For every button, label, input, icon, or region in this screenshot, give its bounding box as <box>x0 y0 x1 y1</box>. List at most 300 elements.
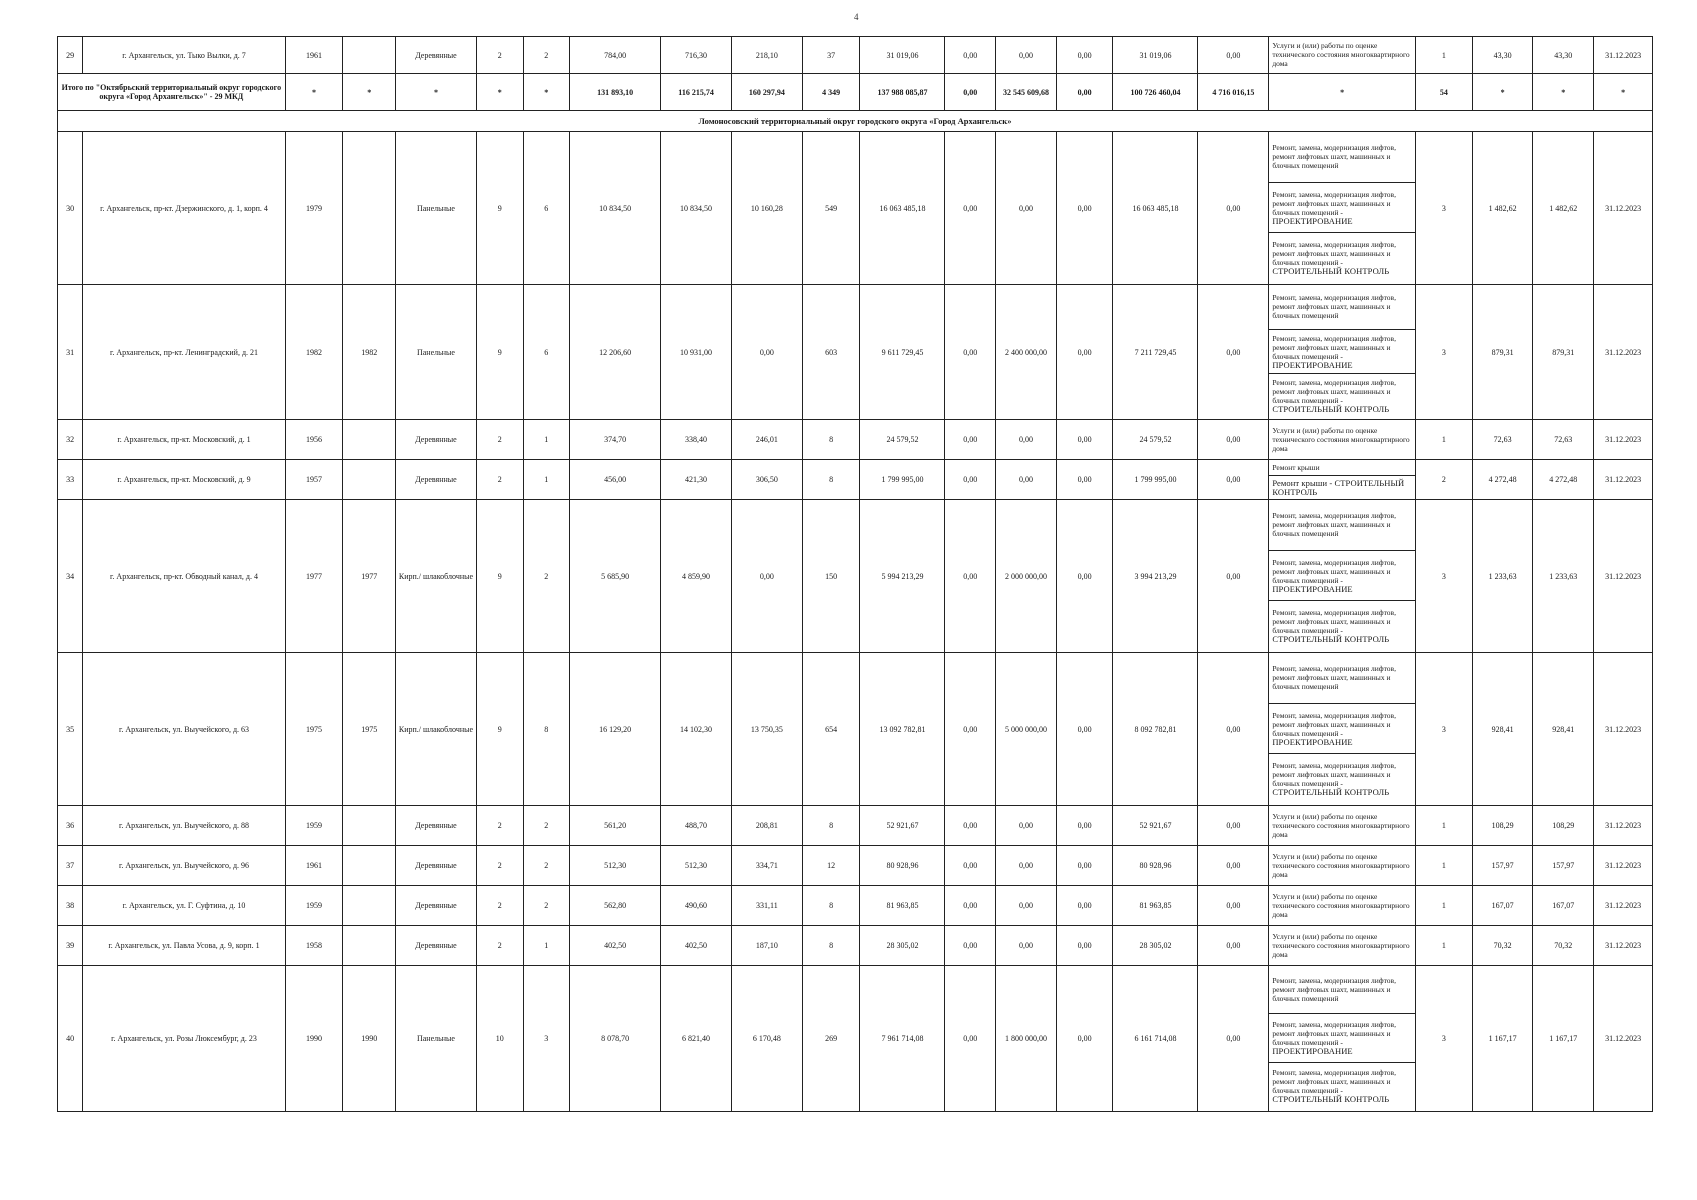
cell-works <box>1269 806 1416 846</box>
work-stage: ПРОЕКТИРОВАНИЕ <box>1272 583 1353 594</box>
cell-cnt: 1 <box>1416 37 1473 74</box>
cell-u1: 157,97 <box>1472 846 1533 886</box>
cell-f4: 31 019,06 <box>1113 37 1198 74</box>
cell-walls: Деревянные <box>396 37 477 74</box>
cell-cnt: 1 <box>1416 806 1473 846</box>
total-cell: * <box>396 74 477 111</box>
cell-f4: 8 092 782,81 <box>1113 653 1198 806</box>
cell-ppl: 8 <box>802 806 860 846</box>
cell-ent: 3 <box>523 966 570 1112</box>
cell-y2 <box>343 460 396 500</box>
cell-ent: 2 <box>523 806 570 846</box>
cell-a1: 402,50 <box>570 926 661 966</box>
cell-addr: г. Архангельск, ул. Выучейского, д. 63 <box>83 653 285 806</box>
cell-y2 <box>343 37 396 74</box>
cell-f2: 1 800 000,00 <box>996 966 1057 1112</box>
cell-a2: 512,30 <box>661 846 732 886</box>
cell-a3: 6 170,48 <box>731 966 802 1112</box>
cell-f4: 28 305,02 <box>1113 926 1198 966</box>
work-text: Ремонт, замена, модернизация лифтов, ремонт лифтовых шахт, машинных и блочных помещений <box>1272 976 1396 1004</box>
cell-a3: 0,00 <box>731 500 802 653</box>
work-text: Ремонт, замена, модернизация лифтов, ремонт лифтовых шахт, машинных и блочных помещений <box>1272 511 1396 539</box>
cell-date: 31.12.2023 <box>1594 806 1653 846</box>
table-body-main <box>58 132 1653 1112</box>
cell-ent: 8 <box>523 653 570 806</box>
cell-date: 31.12.2023 <box>1594 653 1653 806</box>
cell-f5: 0,00 <box>1198 966 1269 1112</box>
work-stage: СТРОИТЕЛЬНЫЙ КОНТРОЛЬ <box>1272 266 1390 277</box>
cell-works <box>1269 846 1416 886</box>
cell-addr: г. Архангельск, пр-кт. Московский, д. 1 <box>83 420 285 460</box>
cell-walls: Панельные <box>396 285 477 420</box>
cell-n: 31 <box>58 285 83 420</box>
cell-f2: 0,00 <box>996 806 1057 846</box>
table-row <box>58 653 1653 806</box>
work-text: Ремонт, замена, модернизация лифтов, ремонт лифтовых шахт, машинных и блочных помещений <box>1272 664 1396 692</box>
cell-cost: 9 611 729,45 <box>860 285 945 420</box>
cell-u2: 4 272,48 <box>1533 460 1594 500</box>
cell-a2: 338,40 <box>661 420 732 460</box>
cell-a3: 0,00 <box>731 285 802 420</box>
cell-f2: 0,00 <box>996 926 1057 966</box>
table-row <box>58 806 1653 846</box>
total-label: Итого по "Октябрьский территориальный округ городского округа «Город Архангельск»" - 29 МКД <box>58 74 286 111</box>
work-text: Ремонт, замена, модернизация лифтов, ремонт лифтовых шахт, машинных и блочных помещений - <box>1272 761 1396 789</box>
cell-y1: 1977 <box>285 500 343 653</box>
total-unit-2: * <box>1533 74 1594 111</box>
cell-date: 31.12.2023 <box>1594 926 1653 966</box>
cell-works <box>1269 37 1416 74</box>
cell-fl: 2 <box>476 460 523 500</box>
work-text: Ремонт, замена, модернизация лифтов, ремонт лифтовых шахт, машинных и блочных помещений - <box>1272 608 1396 636</box>
cell-date: 31.12.2023 <box>1594 500 1653 653</box>
work-text: Услуги и (или) работы по оценке технического состояния многоквартирного дома <box>1272 41 1410 68</box>
cell-f4: 80 928,96 <box>1113 846 1198 886</box>
cell-f2: 0,00 <box>996 132 1057 285</box>
work-stage: ПРОЕКТИРОВАНИЕ <box>1272 359 1353 370</box>
cell-f1: 0,00 <box>945 846 996 886</box>
cell-ent: 1 <box>523 926 570 966</box>
cell-ent: 2 <box>523 846 570 886</box>
work-stage: ПРОЕКТИРОВАНИЕ <box>1272 1045 1353 1056</box>
cell-f3: 0,00 <box>1056 846 1113 886</box>
cell-u2: 928,41 <box>1533 653 1594 806</box>
work-text: Ремонт, замена, модернизация лифтов, ремонт лифтовых шахт, машинных и блочных помещений - <box>1272 1019 1396 1047</box>
work-text: Ремонт, замена, модернизация лифтов, ремонт лифтовых шахт, машинных и блочных помещений - <box>1272 240 1396 268</box>
cell-fl: 2 <box>476 37 523 74</box>
cell-addr: г. Архангельск, пр-кт. Московский, д. 9 <box>83 460 285 500</box>
cell-walls: Деревянные <box>396 846 477 886</box>
cell-a1: 561,20 <box>570 806 661 846</box>
table-row <box>58 926 1653 966</box>
work-text: Услуги и (или) работы по оценке технического состояния многоквартирного дома <box>1272 931 1410 959</box>
cell-f2: 0,00 <box>996 846 1057 886</box>
cell-works <box>1269 132 1416 285</box>
cell-cnt: 1 <box>1416 420 1473 460</box>
cell-y2 <box>343 926 396 966</box>
work-item <box>1269 460 1415 476</box>
cell-a2: 402,50 <box>661 926 732 966</box>
work-item <box>1269 704 1415 755</box>
cell-y1: 1982 <box>285 285 343 420</box>
cell-walls: Кирп./ шлакоблочные <box>396 500 477 653</box>
cell-u2: 108,29 <box>1533 806 1594 846</box>
cell-fl: 9 <box>476 132 523 285</box>
cell-a2: 10 834,50 <box>661 132 732 285</box>
cell-cnt: 3 <box>1416 966 1473 1112</box>
cell-a3: 331,11 <box>731 886 802 926</box>
cell-ppl: 549 <box>802 132 860 285</box>
cell-date: 31.12.2023 <box>1594 966 1653 1112</box>
cell-works <box>1269 285 1416 420</box>
cell-fl: 2 <box>476 420 523 460</box>
cell-works <box>1269 420 1416 460</box>
table-row <box>58 37 1653 74</box>
cell-f4: 7 211 729,45 <box>1113 285 1198 420</box>
cell-ppl: 269 <box>802 966 860 1112</box>
cell-date: 31.12.2023 <box>1594 37 1653 74</box>
cell-y2 <box>343 846 396 886</box>
cell-u2: 72,63 <box>1533 420 1594 460</box>
section-header-lomonosovsky <box>58 111 1653 132</box>
cell-cnt: 2 <box>1416 460 1473 500</box>
cell-f1: 0,00 <box>945 806 996 846</box>
work-text: Ремонт, замена, модернизация лифтов, ремонт лифтовых шахт, машинных и блочных помещений - <box>1272 189 1396 217</box>
table-row <box>58 460 1653 500</box>
total-count: 54 <box>1416 74 1473 111</box>
cell-f2: 2 400 000,00 <box>996 285 1057 420</box>
cell-n: 29 <box>58 37 83 74</box>
cell-f1: 0,00 <box>945 420 996 460</box>
work-text: Ремонт крыши <box>1272 463 1320 472</box>
cell-fl: 2 <box>476 846 523 886</box>
cell-cost: 81 963,85 <box>860 886 945 926</box>
cell-a1: 512,30 <box>570 846 661 886</box>
cell-y2: 1990 <box>343 966 396 1112</box>
cell-u1: 70,32 <box>1472 926 1533 966</box>
cell-works <box>1269 926 1416 966</box>
cell-cnt: 1 <box>1416 846 1473 886</box>
cell-u1: 4 272,48 <box>1472 460 1533 500</box>
total-fund-4: 100 726 460,04 <box>1113 74 1198 111</box>
work-text: Услуги и (или) работы по оценке технического состояния многоквартирного дома <box>1272 851 1410 879</box>
cell-walls: Деревянные <box>396 420 477 460</box>
total-cell: * <box>523 74 570 111</box>
total-cell: * <box>343 74 396 111</box>
work-stage: СТРОИТЕЛЬНЫЙ КОНТРОЛЬ <box>1272 404 1390 415</box>
table-row <box>58 500 1653 653</box>
capital-repair-register-table <box>57 36 1653 1112</box>
cell-a1: 784,00 <box>570 37 661 74</box>
work-item <box>1269 132 1415 183</box>
cell-addr: г. Архангельск, ул. Г. Суфтина, д. 10 <box>83 886 285 926</box>
cell-u1: 879,31 <box>1472 285 1533 420</box>
work-text: Услуги и (или) работы по оценке технического состояния многоквартирного дома <box>1272 425 1410 453</box>
cell-a2: 14 102,30 <box>661 653 732 806</box>
cell-y1: 1961 <box>285 846 343 886</box>
cell-walls: Деревянные <box>396 806 477 846</box>
cell-f1: 0,00 <box>945 500 996 653</box>
work-item <box>1269 330 1415 375</box>
cell-y2: 1982 <box>343 285 396 420</box>
cell-ppl: 150 <box>802 500 860 653</box>
cell-a1: 5 685,90 <box>570 500 661 653</box>
cell-n: 30 <box>58 132 83 285</box>
cell-f3: 0,00 <box>1056 37 1113 74</box>
cell-fl: 10 <box>476 966 523 1112</box>
cell-a2: 490,60 <box>661 886 732 926</box>
work-item <box>1269 886 1415 924</box>
cell-f3: 0,00 <box>1056 285 1113 420</box>
work-item <box>1269 1014 1415 1062</box>
work-item <box>1269 183 1415 234</box>
work-item <box>1269 420 1415 458</box>
cell-date: 31.12.2023 <box>1594 846 1653 886</box>
cell-f4: 24 579,52 <box>1113 420 1198 460</box>
cell-u1: 167,07 <box>1472 886 1533 926</box>
cell-y2: 1975 <box>343 653 396 806</box>
total-area-1: 131 893,10 <box>570 74 661 111</box>
cell-a2: 716,30 <box>661 37 732 74</box>
cell-u1: 72,63 <box>1472 420 1533 460</box>
work-text: Ремонт, замена, модернизация лифтов, ремонт лифтовых шахт, машинных и блочных помещений - <box>1272 710 1396 738</box>
work-stage: СТРОИТЕЛЬНЫЙ КОНТРОЛЬ <box>1272 1094 1390 1105</box>
cell-f5: 0,00 <box>1198 886 1269 926</box>
cell-walls: Деревянные <box>396 886 477 926</box>
cell-f5: 0,00 <box>1198 926 1269 966</box>
cell-u1: 1 167,17 <box>1472 966 1533 1112</box>
cell-ppl: 654 <box>802 653 860 806</box>
cell-f4: 52 921,67 <box>1113 806 1198 846</box>
work-item <box>1269 285 1415 330</box>
cell-f2: 0,00 <box>996 420 1057 460</box>
table-row <box>58 132 1653 285</box>
cell-date: 31.12.2023 <box>1594 132 1653 285</box>
cell-works <box>1269 653 1416 806</box>
cell-f5: 0,00 <box>1198 37 1269 74</box>
total-date: * <box>1594 74 1653 111</box>
total-unit-1: * <box>1472 74 1533 111</box>
cell-ppl: 8 <box>802 926 860 966</box>
total-fund-1: 0,00 <box>945 74 996 111</box>
cell-a3: 306,50 <box>731 460 802 500</box>
cell-f2: 5 000 000,00 <box>996 653 1057 806</box>
table-row <box>58 285 1653 420</box>
cell-n: 32 <box>58 420 83 460</box>
cell-walls: Кирп./ шлакоблочные <box>396 653 477 806</box>
cell-cost: 7 961 714,08 <box>860 966 945 1112</box>
cell-a1: 456,00 <box>570 460 661 500</box>
cell-f4: 16 063 485,18 <box>1113 132 1198 285</box>
cell-u2: 70,32 <box>1533 926 1594 966</box>
work-stage: ПРОЕКТИРОВАНИЕ <box>1272 736 1353 747</box>
work-item <box>1269 551 1415 602</box>
cell-f1: 0,00 <box>945 285 996 420</box>
cell-a1: 12 206,60 <box>570 285 661 420</box>
cell-f3: 0,00 <box>1056 420 1113 460</box>
cell-n: 40 <box>58 966 83 1112</box>
cell-u1: 928,41 <box>1472 653 1533 806</box>
cell-a2: 4 859,90 <box>661 500 732 653</box>
cell-f5: 0,00 <box>1198 653 1269 806</box>
cell-y1: 1958 <box>285 926 343 966</box>
cell-a1: 562,80 <box>570 886 661 926</box>
cell-walls: Деревянные <box>396 926 477 966</box>
work-text: Услуги и (или) работы по оценке технического состояния многоквартирного дома <box>1272 811 1410 839</box>
total-area-2: 116 215,74 <box>661 74 732 111</box>
cell-n: 38 <box>58 886 83 926</box>
cell-f1: 0,00 <box>945 653 996 806</box>
work-item <box>1269 374 1415 418</box>
cell-date: 31.12.2023 <box>1594 460 1653 500</box>
section-title: Ломоносовский территориальный округ городского округа «Город Архангельск» <box>58 111 1653 132</box>
cell-u2: 157,97 <box>1533 846 1594 886</box>
cell-works <box>1269 966 1416 1112</box>
cell-y2 <box>343 806 396 846</box>
cell-f5: 0,00 <box>1198 806 1269 846</box>
cell-f3: 0,00 <box>1056 653 1113 806</box>
cell-f3: 0,00 <box>1056 966 1113 1112</box>
cell-fl: 2 <box>476 926 523 966</box>
cell-ent: 2 <box>523 500 570 653</box>
table-row <box>58 420 1653 460</box>
cell-f2: 0,00 <box>996 460 1057 500</box>
cell-f4: 1 799 995,00 <box>1113 460 1198 500</box>
cell-f3: 0,00 <box>1056 806 1113 846</box>
cell-n: 33 <box>58 460 83 500</box>
cell-date: 31.12.2023 <box>1594 285 1653 420</box>
cell-a3: 246,01 <box>731 420 802 460</box>
cell-addr: г. Архангельск, ул. Тыко Вылки, д. 7 <box>83 37 285 74</box>
total-cell: * <box>476 74 523 111</box>
work-text: Ремонт, замена, модернизация лифтов, ремонт лифтовых шахт, машинных и блочных помещений <box>1272 143 1396 171</box>
cell-cnt: 3 <box>1416 285 1473 420</box>
cell-ent: 6 <box>523 285 570 420</box>
cell-ppl: 8 <box>802 886 860 926</box>
cell-y2 <box>343 886 396 926</box>
cell-f1: 0,00 <box>945 886 996 926</box>
cell-u2: 43,30 <box>1533 37 1594 74</box>
cell-y2: 1977 <box>343 500 396 653</box>
table-row <box>58 966 1653 1112</box>
cell-fl: 9 <box>476 653 523 806</box>
work-text: Ремонт, замена, модернизация лифтов, ремонт лифтовых шахт, машинных и блочных помещений - <box>1272 333 1396 361</box>
cell-f3: 0,00 <box>1056 926 1113 966</box>
cell-a3: 10 160,28 <box>731 132 802 285</box>
work-text: Ремонт, замена, модернизация лифтов, ремонт лифтовых шахт, машинных и блочных помещений - <box>1272 1068 1396 1096</box>
cell-u1: 1 482,62 <box>1472 132 1533 285</box>
cell-f5: 0,00 <box>1198 460 1269 500</box>
total-cell: * <box>285 74 343 111</box>
total-cost: 137 988 085,87 <box>860 74 945 111</box>
cell-f1: 0,00 <box>945 460 996 500</box>
cell-u1: 1 233,63 <box>1472 500 1533 653</box>
cell-f4: 81 963,85 <box>1113 886 1198 926</box>
cell-f5: 0,00 <box>1198 132 1269 285</box>
cell-cnt: 1 <box>1416 926 1473 966</box>
total-row-oktyabrsky <box>58 74 1653 111</box>
cell-u2: 167,07 <box>1533 886 1594 926</box>
cell-f5: 0,00 <box>1198 500 1269 653</box>
cell-cost: 80 928,96 <box>860 846 945 886</box>
work-item <box>1269 653 1415 704</box>
cell-f5: 0,00 <box>1198 420 1269 460</box>
cell-ent: 1 <box>523 460 570 500</box>
cell-addr: г. Архангельск, пр-кт. Ленинградский, д. 21 <box>83 285 285 420</box>
work-text: Услуги и (или) работы по оценке технического состояния многоквартирного дома <box>1272 891 1410 919</box>
work-item <box>1269 926 1415 964</box>
cell-y1: 1956 <box>285 420 343 460</box>
cell-y1: 1957 <box>285 460 343 500</box>
page-number: 4 <box>854 12 859 22</box>
cell-walls: Деревянные <box>396 460 477 500</box>
cell-f3: 0,00 <box>1056 460 1113 500</box>
table-body-top <box>58 37 1653 74</box>
cell-f1: 0,00 <box>945 132 996 285</box>
cell-addr: г. Архангельск, ул. Выучейского, д. 96 <box>83 846 285 886</box>
cell-a1: 16 129,20 <box>570 653 661 806</box>
work-item <box>1269 846 1415 884</box>
cell-y2 <box>343 132 396 285</box>
cell-ppl: 8 <box>802 460 860 500</box>
cell-cost: 1 799 995,00 <box>860 460 945 500</box>
total-works: * <box>1269 74 1416 111</box>
cell-u1: 108,29 <box>1472 806 1533 846</box>
cell-f1: 0,00 <box>945 926 996 966</box>
table-body-total <box>58 74 1653 132</box>
cell-a3: 187,10 <box>731 926 802 966</box>
cell-a3: 218,10 <box>731 37 802 74</box>
cell-date: 31.12.2023 <box>1594 886 1653 926</box>
cell-f3: 0,00 <box>1056 132 1113 285</box>
work-item <box>1269 601 1415 651</box>
work-item <box>1269 37 1415 72</box>
cell-f1: 0,00 <box>945 966 996 1112</box>
work-text: Ремонт, замена, модернизация лифтов, ремонт лифтовых шахт, машинных и блочных помещений - <box>1272 378 1396 406</box>
total-residents: 4 349 <box>802 74 860 111</box>
total-fund-2: 32 545 609,68 <box>996 74 1057 111</box>
cell-cost: 5 994 213,29 <box>860 500 945 653</box>
cell-u2: 1 233,63 <box>1533 500 1594 653</box>
cell-ppl: 12 <box>802 846 860 886</box>
cell-y1: 1975 <box>285 653 343 806</box>
cell-a2: 6 821,40 <box>661 966 732 1112</box>
cell-a2: 421,30 <box>661 460 732 500</box>
cell-addr: г. Архангельск, ул. Павла Усова, д. 9, корп. 1 <box>83 926 285 966</box>
work-item <box>1269 500 1415 551</box>
cell-a2: 488,70 <box>661 806 732 846</box>
cell-cnt: 3 <box>1416 132 1473 285</box>
cell-ent: 1 <box>523 420 570 460</box>
cell-f2: 0,00 <box>996 37 1057 74</box>
cell-ppl: 37 <box>802 37 860 74</box>
cell-ppl: 603 <box>802 285 860 420</box>
cell-cnt: 3 <box>1416 653 1473 806</box>
work-item <box>1269 1063 1415 1110</box>
table-row <box>58 886 1653 926</box>
cell-y1: 1961 <box>285 37 343 74</box>
work-stage: ПРОЕКТИРОВАНИЕ <box>1272 215 1353 226</box>
cell-f4: 3 994 213,29 <box>1113 500 1198 653</box>
cell-f5: 0,00 <box>1198 846 1269 886</box>
cell-fl: 2 <box>476 886 523 926</box>
cell-a1: 10 834,50 <box>570 132 661 285</box>
cell-y2 <box>343 420 396 460</box>
cell-addr: г. Архангельск, ул. Розы Люксембург, д. 23 <box>83 966 285 1112</box>
work-stage: Ремонт крыши - СТРОИТЕЛЬНЫЙ КОНТРОЛЬ <box>1272 478 1405 497</box>
cell-addr: г. Архангельск, пр-кт. Дзержинского, д. 1, корп. 4 <box>83 132 285 285</box>
cell-f3: 0,00 <box>1056 500 1113 653</box>
